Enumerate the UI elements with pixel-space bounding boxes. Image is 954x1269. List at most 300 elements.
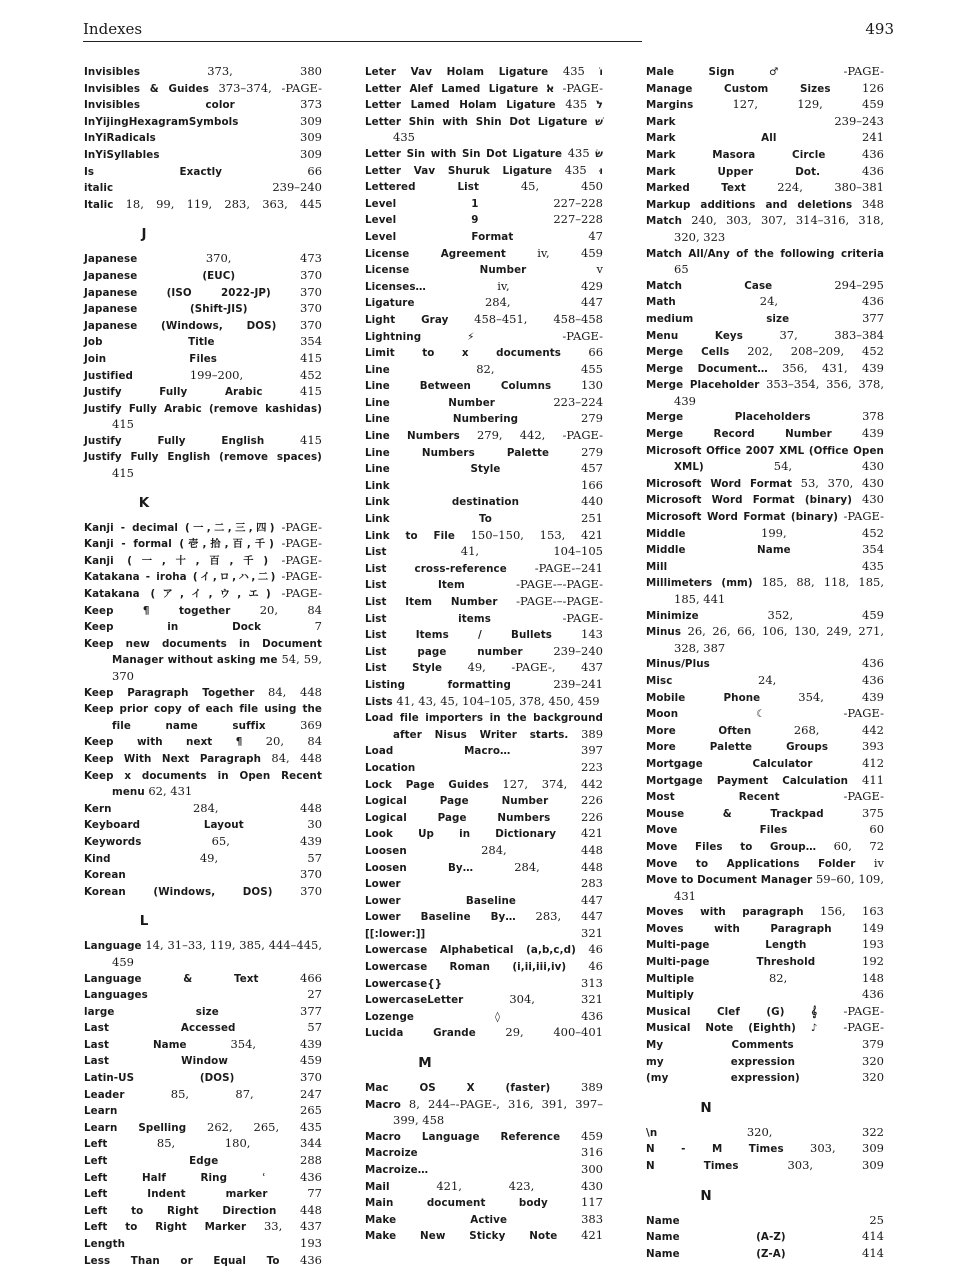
index-entry bbox=[646, 1213, 884, 1230]
index-term: Learn bbox=[84, 1105, 118, 1118]
index-term: Multi-page Length bbox=[646, 939, 807, 952]
index-page-refs: 316 bbox=[581, 1145, 603, 1160]
index-page-refs: 53, 370, 430 bbox=[800, 475, 884, 490]
index-entry bbox=[84, 971, 322, 988]
index-entry bbox=[365, 1145, 603, 1162]
index-page-refs: 393 bbox=[862, 739, 884, 754]
index-entry bbox=[646, 739, 884, 756]
index-term: Level 1 bbox=[365, 197, 479, 210]
index-page-refs: 85, 180, 344 bbox=[156, 1136, 322, 1151]
index-term: Keep Paragraph Together bbox=[84, 686, 255, 699]
index-term: Last Window bbox=[84, 1055, 228, 1068]
index-page-refs: 41, 104–105 bbox=[460, 544, 603, 559]
index-page-refs: 284, 448 bbox=[514, 859, 603, 874]
index-term: Millimeters (mm) bbox=[646, 577, 753, 590]
index-term: Invisibles color bbox=[84, 99, 235, 112]
index-term: Leter Vav Holam Ligature וֹ bbox=[365, 66, 603, 78]
index-term: Merge Placeholders bbox=[646, 411, 811, 424]
index-page-refs: 354 bbox=[300, 334, 323, 349]
index-entry bbox=[646, 1020, 884, 1037]
index-entry bbox=[84, 1170, 322, 1187]
index-page-refs: 415 bbox=[300, 350, 323, 365]
index-page-refs: 7 bbox=[314, 619, 322, 634]
index-entry bbox=[84, 1120, 322, 1137]
index-term: Invisibles bbox=[84, 66, 141, 78]
index-page-refs: 240, 303, 307, 314–316, 318, 320, 323 bbox=[674, 213, 884, 244]
index-entry bbox=[365, 1097, 603, 1129]
index-term: Is Exactly bbox=[84, 165, 223, 178]
index-page-refs: 320, 322 bbox=[746, 1124, 884, 1139]
index-page-refs: 149 bbox=[862, 920, 884, 935]
index-entry bbox=[365, 561, 603, 578]
index-term: Link To bbox=[365, 513, 492, 526]
index-term: large size bbox=[84, 1005, 219, 1018]
index-term: Markup additions and deletions bbox=[646, 198, 853, 211]
index-entry bbox=[84, 351, 322, 368]
index-term: List items bbox=[365, 612, 491, 625]
index-term: Mark Masora Circle bbox=[646, 148, 826, 161]
index-page-refs: 389 bbox=[581, 726, 604, 741]
index-entry bbox=[646, 673, 884, 690]
index-term: Lowercase Roman (i,ii,iii,iv) bbox=[365, 961, 567, 974]
index-term: Line Between Columns bbox=[365, 380, 552, 393]
index-term: Minus/Plus bbox=[646, 658, 710, 671]
index-page-refs: 414 bbox=[862, 1229, 884, 1244]
index-entry bbox=[365, 627, 603, 644]
index-entry bbox=[365, 246, 603, 263]
index-entry bbox=[84, 81, 322, 98]
index-term: Microsoft Word Format (binary) bbox=[646, 511, 839, 524]
index-entry bbox=[84, 1153, 322, 1170]
index-term: List Item Number bbox=[365, 596, 498, 608]
index-page-refs: 265 bbox=[300, 1103, 322, 1118]
index-page-refs: 239–240 bbox=[553, 643, 603, 658]
index-entry bbox=[84, 1087, 322, 1104]
index-page-refs: 193 bbox=[300, 1236, 322, 1250]
index-term: Letter Vav Shuruk Ligature וּ bbox=[365, 164, 603, 177]
index-entry bbox=[84, 938, 322, 970]
index-page-refs: 457 bbox=[581, 461, 603, 476]
index-term: LowercaseLetter bbox=[365, 994, 464, 1007]
index-page-refs: 430 bbox=[862, 492, 884, 507]
index-entry bbox=[84, 301, 322, 318]
index-entry bbox=[84, 569, 322, 586]
index-page-refs: -PAGE- bbox=[843, 1020, 884, 1035]
index-entry bbox=[365, 1129, 603, 1146]
index-term: Middle Name bbox=[646, 544, 791, 557]
index-entry bbox=[365, 1009, 603, 1026]
index-page-refs: -PAGE- bbox=[843, 1003, 884, 1018]
index-entry bbox=[646, 856, 884, 873]
index-entry bbox=[365, 909, 603, 926]
index-term: Microsoft Word Format bbox=[646, 477, 792, 490]
index-term: Keep With Next Paragraph bbox=[84, 752, 262, 765]
index-term: Justified bbox=[84, 369, 134, 382]
index-page-refs: 224, 380–381 bbox=[777, 180, 884, 195]
index-entry bbox=[84, 251, 322, 268]
index-entry bbox=[646, 690, 884, 707]
index-page-refs: 411 bbox=[862, 772, 884, 787]
index-term: Macroize bbox=[365, 1147, 418, 1160]
index-entry bbox=[365, 611, 603, 628]
index-term: List Style bbox=[365, 662, 443, 675]
index-page-refs: 239–241 bbox=[553, 676, 603, 691]
index-page-refs: 414 bbox=[862, 1245, 884, 1260]
index-entry bbox=[646, 526, 884, 543]
index-entry bbox=[84, 1219, 322, 1236]
index-page-refs: 47 bbox=[588, 228, 603, 243]
index-term: Make New Sticky Note bbox=[365, 1230, 558, 1243]
index-page-refs: 66 bbox=[588, 345, 604, 360]
index-term: Line Numbers bbox=[365, 430, 460, 443]
index-page-refs: 241 bbox=[862, 130, 884, 145]
index-term: List bbox=[365, 546, 387, 559]
index-page-refs: 223–224 bbox=[553, 394, 604, 409]
index-entry bbox=[646, 476, 884, 493]
index-entry bbox=[646, 344, 884, 361]
index-page-refs: 143 bbox=[581, 627, 603, 642]
index-entry bbox=[84, 1203, 322, 1220]
index-term: Kanji - decimal (一,二,三,四) bbox=[84, 521, 275, 534]
index-page-refs: 24, 436 bbox=[759, 294, 884, 309]
index-term: Learn Spelling bbox=[84, 1121, 187, 1134]
index-page-refs: 239–240 bbox=[272, 180, 322, 195]
index-page-refs: 353–354, 356, 378, 439 bbox=[674, 377, 884, 408]
index-entry bbox=[646, 246, 884, 278]
index-page-refs: 20, 84 bbox=[265, 734, 323, 749]
index-page-refs: 26, 26, 66, 106, 130, 249, 271, 328, 387 bbox=[674, 624, 884, 655]
index-page-refs: 150–150, 153, 421 bbox=[470, 527, 603, 542]
index-entry bbox=[365, 926, 603, 943]
index-term: Name (A-Z) bbox=[646, 1231, 786, 1244]
index-entry bbox=[646, 1037, 884, 1054]
index-page-refs: 459 bbox=[581, 1128, 603, 1143]
index-term: Link destination bbox=[365, 496, 520, 509]
index-entry bbox=[365, 478, 603, 495]
index-term: More Often bbox=[646, 724, 752, 737]
index-term: List cross-reference bbox=[365, 562, 507, 575]
index-term: Math bbox=[646, 296, 676, 309]
index-page-refs: 303, 309 bbox=[810, 1141, 884, 1156]
index-entry bbox=[84, 130, 322, 147]
index-term: Male Sign ♂ bbox=[646, 66, 810, 78]
index-term: Move to Applications Folder bbox=[646, 857, 856, 870]
index-page-refs: 354, 439 bbox=[798, 689, 884, 704]
index-term: Keep x documents in Open Recent menu bbox=[84, 769, 322, 799]
index-page-refs: 60, 72 bbox=[833, 838, 885, 853]
index-entry bbox=[646, 64, 884, 81]
index-entry bbox=[84, 164, 322, 181]
index-term: Microsoft Office 2007 XML (Office Open XML) bbox=[646, 444, 884, 474]
index-page-refs: 389 bbox=[581, 1080, 603, 1095]
index-page-refs: 370 bbox=[300, 1070, 322, 1085]
index-entry bbox=[365, 329, 603, 346]
index-entry bbox=[365, 378, 603, 395]
index-term: Minus bbox=[646, 626, 682, 639]
index-entry bbox=[365, 114, 603, 146]
index-section-heading: M bbox=[418, 1055, 432, 1072]
index-page-refs: iv, 459 bbox=[537, 245, 604, 260]
index-page-refs: 378 bbox=[862, 409, 885, 424]
index-term: Limit to x documents bbox=[365, 347, 562, 360]
index-term: Letter Shin with Shin Dot Ligature שׁ bbox=[365, 115, 603, 128]
index-term: Mortgage Payment Calculation bbox=[646, 774, 849, 787]
index-entry bbox=[365, 860, 603, 877]
index-entry bbox=[84, 685, 322, 702]
index-entry bbox=[365, 345, 603, 362]
index-term: Line bbox=[365, 363, 390, 376]
index-page-refs: 370 bbox=[300, 267, 323, 282]
index-entry bbox=[365, 876, 603, 893]
index-column-3 bbox=[646, 64, 884, 1262]
index-page-refs: 436 bbox=[862, 987, 884, 1002]
index-term: Leader bbox=[84, 1088, 125, 1101]
index-term: Letter Lamed Holam Ligature לֹ bbox=[365, 99, 603, 112]
index-entry bbox=[365, 694, 603, 711]
index-term: Justify Fully English bbox=[84, 434, 265, 447]
page-number: 493 bbox=[865, 20, 894, 38]
index-term: Length bbox=[84, 1238, 126, 1250]
index-entry bbox=[646, 1158, 884, 1175]
index-entry bbox=[365, 229, 603, 246]
index-entry bbox=[646, 559, 884, 576]
index-page-refs: 348 bbox=[862, 196, 884, 211]
index-entry bbox=[646, 361, 884, 378]
index-entry bbox=[84, 334, 322, 351]
index-entry bbox=[365, 992, 603, 1009]
index-section-heading: N bbox=[700, 1187, 712, 1204]
index-page-refs: 199–200, 452 bbox=[189, 367, 322, 382]
index-term: Job Title bbox=[84, 336, 215, 349]
index-entry bbox=[646, 114, 884, 131]
index-page-refs: 436 bbox=[300, 1169, 322, 1184]
index-entry bbox=[365, 544, 603, 561]
index-entry bbox=[365, 212, 603, 229]
index-term: Moves with Paragraph bbox=[646, 922, 832, 935]
index-page-refs: 377 bbox=[300, 1003, 322, 1018]
index-term: Lozenge ◊ bbox=[365, 1010, 501, 1023]
index-page-refs: 268, 442 bbox=[793, 722, 884, 737]
index-term: Listing formatting bbox=[365, 678, 511, 691]
index-term: Japanese (ISO 2022-JP) bbox=[84, 286, 271, 299]
index-page-refs: 370, 473 bbox=[205, 251, 322, 266]
index-page-refs: -PAGE- bbox=[843, 789, 884, 804]
index-term: License Agreement bbox=[365, 247, 506, 260]
index-term: Link to File bbox=[365, 529, 455, 542]
index-entry bbox=[365, 743, 603, 760]
index-entry bbox=[646, 294, 884, 311]
index-term: Minimize bbox=[646, 609, 699, 622]
index-entry bbox=[84, 147, 322, 164]
index-term: Keywords bbox=[84, 835, 142, 848]
index-page-refs: 373, 380 bbox=[207, 64, 322, 78]
index-page-refs: 440 bbox=[581, 494, 604, 509]
index-page-refs: 369 bbox=[300, 717, 323, 732]
index-entry bbox=[365, 262, 603, 279]
index-entry bbox=[365, 445, 603, 462]
index-entry bbox=[646, 130, 884, 147]
index-entry bbox=[646, 492, 884, 509]
index-term: Invisibles & Guides bbox=[84, 82, 209, 95]
index-page-refs: 375 bbox=[862, 805, 884, 820]
index-page-refs: 303, 309 bbox=[787, 1158, 884, 1172]
index-page-refs: 126 bbox=[862, 80, 884, 95]
index-page-refs: 421 bbox=[581, 826, 603, 841]
index-page-refs: 377 bbox=[862, 310, 885, 325]
index-term: Lettered List bbox=[365, 181, 480, 194]
index-entry bbox=[646, 656, 884, 673]
index-term: Kern bbox=[84, 802, 112, 815]
index-term: Mortgage Calculator bbox=[646, 757, 813, 770]
index-term: [[:lower:]] bbox=[365, 927, 426, 940]
index-term: my expression bbox=[646, 1055, 796, 1068]
index-entry bbox=[646, 789, 884, 806]
index-page-refs: 192 bbox=[862, 954, 884, 969]
index-entry bbox=[84, 619, 322, 636]
index-page-refs: 288 bbox=[300, 1153, 322, 1168]
index-term: Load Macro… bbox=[365, 745, 511, 758]
index-page-refs: 283 bbox=[581, 876, 603, 891]
index-entry bbox=[646, 773, 884, 790]
index-entry bbox=[365, 146, 603, 163]
index-page-refs: 239–243 bbox=[834, 113, 884, 128]
index-page-refs: 397 bbox=[581, 743, 603, 758]
index-term: List Item bbox=[365, 579, 465, 592]
index-entry bbox=[646, 971, 884, 988]
index-term: Mobile Phone bbox=[646, 691, 761, 704]
index-term: Latin-US (DOS) bbox=[84, 1072, 235, 1085]
index-page-refs: 309 bbox=[300, 146, 322, 161]
index-term: Last Name bbox=[84, 1038, 187, 1051]
index-term: Kanji - formal (壱,拾,百,千) bbox=[84, 538, 274, 551]
index-entry bbox=[365, 959, 603, 976]
index-term: Merge Document… bbox=[646, 362, 768, 375]
index-term: Move to Document Manager bbox=[646, 874, 813, 887]
index-entry bbox=[84, 734, 322, 751]
index-term: Left Indent marker bbox=[84, 1188, 268, 1201]
index-entry bbox=[84, 751, 322, 768]
index-page-refs: 279 bbox=[581, 411, 603, 426]
index-entry bbox=[365, 644, 603, 661]
index-page-refs: -PAGE- bbox=[562, 328, 603, 343]
index-term: Join Files bbox=[84, 352, 218, 365]
index-entry bbox=[84, 1053, 322, 1070]
index-entry bbox=[365, 594, 603, 611]
index-term: Korean (Windows, DOS) bbox=[84, 885, 273, 898]
index-term: Margins bbox=[646, 99, 694, 112]
index-term: Look Up in Dictionary bbox=[365, 828, 557, 841]
index-page-refs: 49, -PAGE-, 437 bbox=[467, 660, 603, 675]
index-entry bbox=[84, 701, 322, 734]
index-term: Keep new documents in Document Manager without asking me bbox=[84, 637, 322, 667]
index-term: Multi-page Threshold bbox=[646, 956, 816, 969]
index-section-heading: J bbox=[141, 226, 147, 243]
index-term: Location bbox=[365, 761, 416, 774]
index-section-heading: L bbox=[139, 913, 149, 930]
index-page-refs: 24, 436 bbox=[758, 672, 884, 687]
index-entry bbox=[365, 395, 603, 412]
index-page-refs: 127, 374, 442 bbox=[502, 776, 603, 791]
index-page-refs: 313 bbox=[581, 975, 603, 990]
index-entry bbox=[646, 872, 884, 904]
index-entry bbox=[365, 577, 603, 594]
index-term: Lower bbox=[365, 878, 401, 891]
index-entry bbox=[365, 163, 603, 180]
index-page-refs: 373 bbox=[300, 97, 323, 112]
index-entry bbox=[646, 987, 884, 1004]
index-entry bbox=[365, 97, 603, 114]
index-entry bbox=[84, 1186, 322, 1203]
index-term: Move Files bbox=[646, 824, 788, 837]
index-term: Justify Fully Arabic (remove kashidas) bbox=[84, 402, 322, 415]
index-page-refs: 223 bbox=[581, 759, 603, 774]
index-page-refs: -PAGE- bbox=[843, 509, 885, 524]
index-entry bbox=[84, 433, 322, 450]
index-term: medium size bbox=[646, 312, 790, 325]
index-entry bbox=[365, 362, 603, 379]
index-term: Marked Text bbox=[646, 182, 746, 195]
header-rule bbox=[83, 41, 642, 42]
index-page-refs: 279 bbox=[581, 444, 604, 459]
index-entry bbox=[365, 494, 603, 511]
index-page-refs: 370 bbox=[300, 883, 323, 898]
index-entry bbox=[84, 449, 322, 481]
index-page-refs: 435 bbox=[564, 162, 587, 177]
index-term: Lists bbox=[365, 695, 393, 708]
index-term: Justify Fully English (remove spaces) bbox=[84, 451, 322, 464]
index-entry bbox=[365, 511, 603, 528]
index-entry bbox=[365, 1195, 603, 1212]
index-term: (my expression) bbox=[646, 1072, 800, 1085]
index-entry bbox=[84, 268, 322, 285]
index-page-refs: 46 bbox=[588, 942, 603, 957]
index-entry bbox=[646, 723, 884, 740]
index-term: Keep prior copy of each file using the file name suffix bbox=[84, 703, 322, 732]
index-term: Moves with paragraph bbox=[646, 906, 804, 919]
index-term: Multiply bbox=[646, 989, 694, 1002]
index-entry bbox=[365, 295, 603, 312]
index-entry bbox=[365, 826, 603, 843]
index-term: Keep ¶ together bbox=[84, 604, 231, 617]
index-page-refs: 166 bbox=[581, 477, 603, 492]
index-entry bbox=[84, 851, 322, 868]
index-entry bbox=[365, 810, 603, 827]
index-entry bbox=[365, 760, 603, 777]
index-entry bbox=[365, 64, 603, 81]
index-term: Link bbox=[365, 479, 390, 492]
index-term: Keep in Dock bbox=[84, 621, 262, 634]
index-page-refs: -PAGE- bbox=[843, 706, 884, 721]
index-page-refs: 294–295 bbox=[834, 277, 884, 292]
index-page-refs: 320 bbox=[862, 1070, 885, 1085]
index-page-refs: 300 bbox=[581, 1162, 603, 1176]
index-page-refs: 66 bbox=[307, 163, 323, 178]
index-entry bbox=[646, 311, 884, 328]
index-page-refs: 458–451, 458–458 bbox=[474, 311, 603, 326]
index-page-refs: 54, 430 bbox=[773, 459, 884, 474]
index-page-refs: 29, 400–401 bbox=[505, 1025, 603, 1040]
index-term: Katakana (ア,イ,ウ,エ) bbox=[84, 588, 271, 601]
index-page-refs: iv, 429 bbox=[497, 278, 603, 293]
index-entry bbox=[84, 867, 322, 884]
index-term: Name (Z-A) bbox=[646, 1247, 786, 1260]
index-page-refs: 127, 129, 459 bbox=[732, 97, 884, 112]
index-page-refs: 415 bbox=[112, 417, 134, 432]
index-page-refs: 436 bbox=[862, 163, 884, 178]
index-term: InYijingHexagramSymbols bbox=[84, 115, 239, 128]
index-term: Make Active bbox=[365, 1213, 508, 1226]
index-page-refs: -PAGE- bbox=[281, 586, 322, 601]
